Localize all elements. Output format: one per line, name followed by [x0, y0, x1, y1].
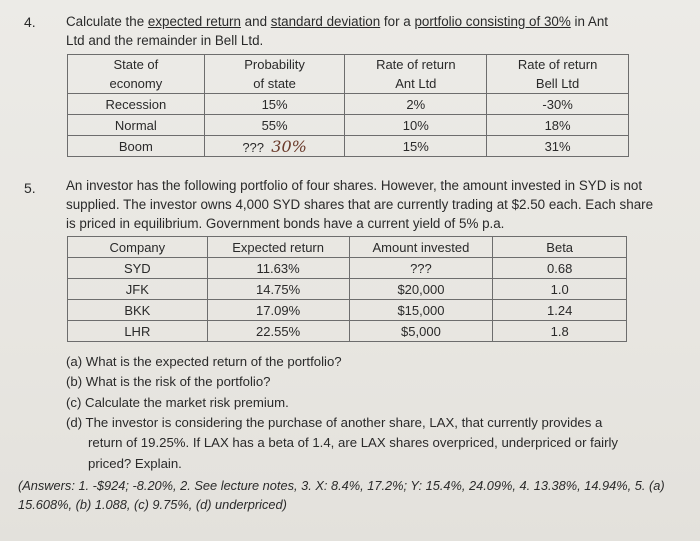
- q4-header-text: Ant Ltd: [395, 76, 437, 91]
- part-d-line-3: priced? Explain.: [88, 456, 182, 471]
- table-cell: 1.8: [493, 321, 627, 342]
- q4-header-ant: [345, 55, 487, 94]
- q4-text-a: Calculate the: [66, 14, 148, 29]
- table-row: [68, 258, 627, 279]
- part-d-line-2: return of 19.25%. If LAX has a beta of 1.4, are LAX shares overpriced, underpriced or fairly: [88, 435, 618, 450]
- question-4-line-1: [66, 12, 686, 31]
- table-cell: ???: [349, 258, 493, 279]
- table-cell: 15%: [204, 94, 345, 115]
- q4-header-text: Rate of return: [517, 57, 598, 72]
- q4-header-text: economy: [109, 76, 163, 91]
- table-cell: 2%: [345, 94, 487, 115]
- question-5-line: supplied. The investor owns 4,000 SYD shares that are currently trading at $2.50 each. Each share: [66, 197, 654, 212]
- table-cell: $20,000: [349, 279, 493, 300]
- answers-line-1: (Answers: 1. -$924; -8.20%, 2. See lecture notes, 3. X: 8.4%, 17.2%; Y: 15.4%, 24.09%, 4. 13.38%, 14.94%, 5. (a): [18, 478, 665, 493]
- answers-block: [18, 476, 694, 514]
- q4-underlined-expected-return: expected return: [147, 14, 241, 29]
- question-4-prompt: [66, 12, 686, 50]
- q5-header-cell: Company: [68, 237, 208, 258]
- q5-table-header-row: [68, 237, 627, 258]
- table-cell: 18%: [487, 115, 629, 136]
- question-4-number: 4.: [24, 14, 36, 30]
- table-cell: 11.63%: [207, 258, 349, 279]
- part-a: (a) What is the expected return of the portfolio?: [66, 354, 342, 369]
- handwritten-annotation: 30%: [271, 136, 307, 156]
- table-cell: Normal: [68, 115, 205, 136]
- answers-line-2: 15.608%, (b) 1.088, (c) 9.75%, (d) underpriced): [18, 497, 287, 512]
- q5-table: [67, 236, 627, 342]
- q4-underlined-portfolio: portfolio consisting of 30%: [414, 14, 571, 29]
- table-cell: SYD: [68, 258, 208, 279]
- boom-probability-unknown: ???: [242, 139, 265, 155]
- table-cell: JFK: [68, 279, 208, 300]
- table-cell: $15,000: [349, 300, 493, 321]
- q5-header-cell: Amount invested: [349, 237, 493, 258]
- question-5-line: An investor has the following portfolio of four shares. However, the amount invested in SYD is not: [66, 178, 643, 193]
- table-cell: [204, 136, 345, 157]
- table-row: [68, 94, 629, 115]
- table-row: [68, 321, 627, 342]
- part-c: (c) Calculate the market risk premium.: [66, 395, 289, 410]
- q4-header-state: [68, 55, 205, 94]
- q4-header-text: State of: [113, 57, 159, 72]
- table-cell: 1.0: [493, 279, 627, 300]
- q4-header-text: Probability: [244, 57, 305, 72]
- table-row: [68, 300, 627, 321]
- q4-header-bell: [487, 55, 629, 94]
- table-cell: Boom: [68, 136, 205, 157]
- q4-underlined-std-dev: standard deviation: [270, 14, 381, 29]
- table-cell: 17.09%: [207, 300, 349, 321]
- q4-table-header-row: [68, 55, 629, 94]
- table-cell: 0.68: [493, 258, 627, 279]
- table-cell: 55%: [204, 115, 345, 136]
- table-cell: BKK: [68, 300, 208, 321]
- part-b: (b) What is the risk of the portfolio?: [66, 374, 271, 389]
- table-cell: 22.55%: [207, 321, 349, 342]
- table-row: [68, 136, 629, 157]
- q4-header-text: Rate of return: [376, 57, 456, 72]
- question-5-line: is priced in equilibrium. Government bonds have a current yield of 5% p.a.: [66, 216, 505, 231]
- table-cell: $5,000: [349, 321, 493, 342]
- question-5-prompt: [66, 176, 691, 233]
- q4-text-d: in Ant: [570, 14, 608, 29]
- table-cell: 15%: [345, 136, 487, 157]
- table-row: [68, 115, 629, 136]
- table-cell: LHR: [68, 321, 208, 342]
- q4-header-probability: [204, 55, 345, 94]
- table-cell: 10%: [345, 115, 487, 136]
- part-d-line-1: (d) The investor is considering the purchase of another share, LAX, that currently provides a: [66, 415, 603, 430]
- table-cell: Recession: [68, 94, 205, 115]
- q4-table: [67, 54, 629, 157]
- table-cell: 1.24: [493, 300, 627, 321]
- question-4-line-2: Ltd and the remainder in Bell Ltd.: [66, 33, 264, 48]
- q4-text-b: and: [240, 14, 271, 29]
- q4-text-c: for a: [380, 14, 415, 29]
- table-cell: 14.75%: [207, 279, 349, 300]
- table-row: [68, 279, 627, 300]
- q4-header-text: of state: [253, 76, 296, 91]
- q4-header-text: Bell Ltd: [535, 76, 580, 91]
- table-cell: 31%: [487, 136, 629, 157]
- q5-header-cell: Expected return: [207, 237, 349, 258]
- q5-header-cell: Beta: [493, 237, 627, 258]
- table-cell: -30%: [487, 94, 629, 115]
- question-5-number: 5.: [24, 180, 36, 196]
